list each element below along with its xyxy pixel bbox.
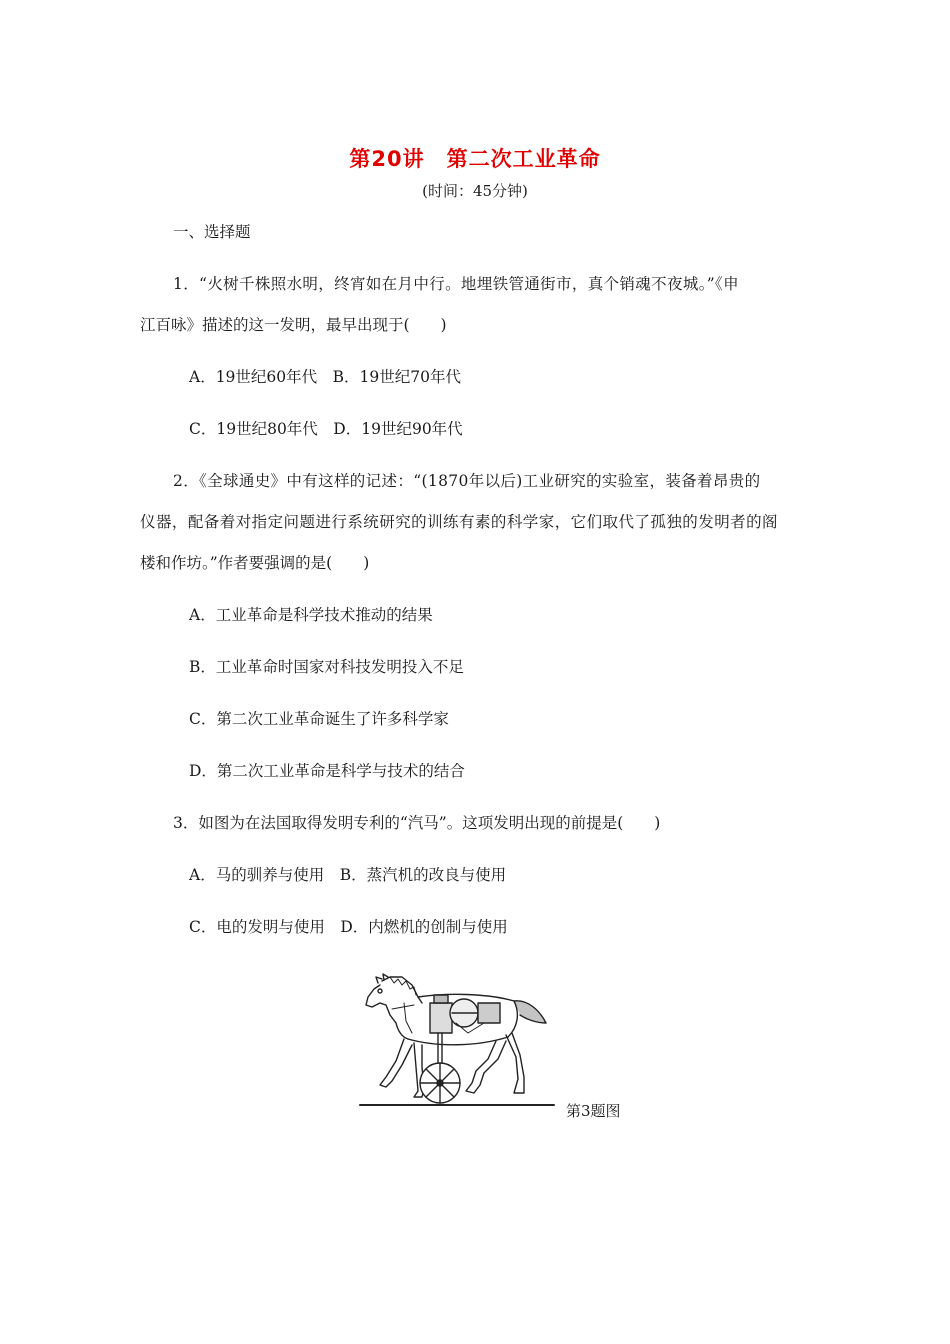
steam-horse-illustration xyxy=(356,963,558,1115)
question-2-line-1: 2．《全球通史》中有这样的记述：“(1870年以后)工业研究的实验室，装备着昂贵的 xyxy=(173,472,761,490)
question-2-line-2: 仪器，配备着对指定问题进行系统研究的训练有素的科学家，它们取代了孤独的发明者的阁 xyxy=(140,513,779,531)
question-1-line-2: 江百咏》描述的这一发明，最早出现于( ) xyxy=(140,316,447,334)
section-heading: 一、选择题 xyxy=(173,223,251,241)
page-title: 第20讲 第二次工业革命 xyxy=(349,147,601,171)
question-1-line-1: 1．“火树千株照水明，终宵如在月中行。地埋铁管通街市，真个销魂不夜城。”《申 xyxy=(173,275,740,293)
question-1-options-cd: C．19世纪80年代 D．19世纪90年代 xyxy=(189,420,463,438)
question-2-option-a: A．工业革命是科学技术推动的结果 xyxy=(189,606,433,624)
question-2-option-b: B．工业革命时国家对科技发明投入不足 xyxy=(189,658,464,676)
question-3-line-1: 3．如图为在法国取得发明专利的“汽马”。这项发明出现的前提是( ) xyxy=(173,814,661,832)
question-3-options-ab: A．马的驯养与使用 B．蒸汽机的改良与使用 xyxy=(189,866,507,884)
figure-caption: 第3题图 xyxy=(566,1102,621,1120)
question-2-line-3: 楼和作坊。”作者要强调的是( ) xyxy=(140,554,370,572)
question-3-options-cd: C．电的发明与使用 D．内燃机的创制与使用 xyxy=(189,918,508,936)
page-subtitle: (时间：45分钟) xyxy=(422,182,528,200)
question-2-option-d: D．第二次工业革命是科学与技术的结合 xyxy=(189,762,465,780)
question-1-options-ab: A．19世纪60年代 B．19世纪70年代 xyxy=(189,368,461,386)
question-2-option-c: C．第二次工业革命诞生了许多科学家 xyxy=(189,710,449,728)
